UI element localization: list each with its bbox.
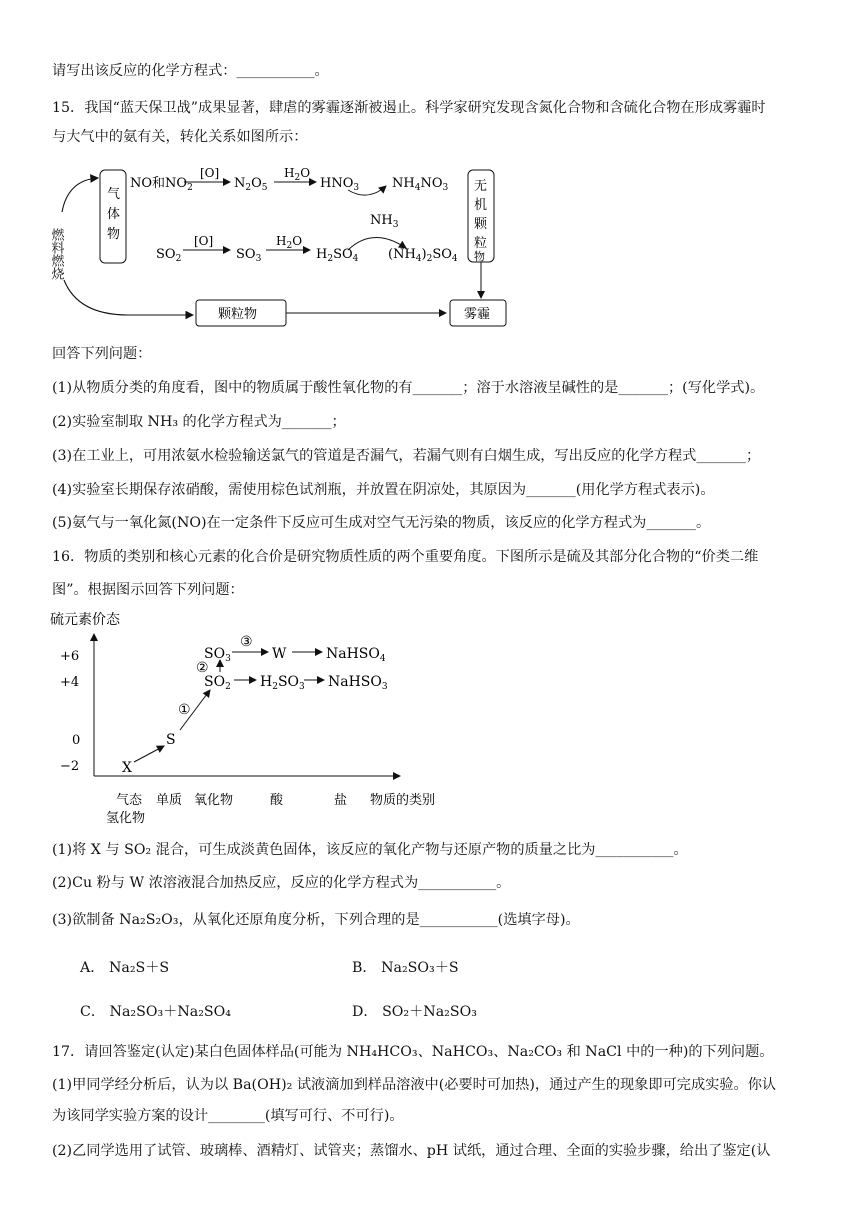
- q17-part2: (2)乙同学选用了试管、玻璃棒、酒精灯、试管夹；蒸馏水、pH 试纸，通过合理、全面的实验步骤，给出了鉴定(认: [52, 1143, 771, 1159]
- svg-text:HNO3: $HNO_3$: [320, 176, 360, 193]
- svg-text:体: 体: [107, 207, 121, 222]
- svg-text:氢化物: 氢化物: [106, 811, 146, 826]
- svg-text:NH4NO3: $NH_4NO_3$: [392, 176, 449, 193]
- q15-part3: (3)在工业上，可用浓氨水检验输送氯气的管道是否漏气，若漏气则有白烟生成，写出反应的化学方程式_______；: [52, 448, 761, 464]
- fuel-burning-label: 燃料燃烧: [48, 228, 64, 280]
- svg-text:物质的类别: 物质的类别: [370, 793, 436, 808]
- answer-prompt: 回答下列问题：: [52, 346, 152, 362]
- svg-text:氧化物: 氧化物: [194, 793, 234, 808]
- svg-text:SO3: $SO_3$: [236, 247, 262, 264]
- nitrogen-sulfur-haze-diagram: [48, 160, 518, 332]
- q16-part2: (2)Cu 粉与 W 浓溶液混合加热反应，反应的化学方程式为___________。: [52, 875, 511, 891]
- svg-text:H2O: $H_2O$: [276, 234, 303, 251]
- question-15-stem: 15．我国“蓝天保卫战”成果显著，肆虐的雾霾逐渐被遏止。科学家研究发现含氮化合物和含硫化合物在形成雾霾时: [52, 100, 766, 116]
- svg-text:粒: 粒: [474, 236, 488, 251]
- svg-text:盐: 盐: [334, 793, 348, 808]
- text-line: 请写出该反应的化学方程式：___________。: [52, 63, 329, 79]
- svg-text:②: ②: [196, 660, 209, 676]
- svg-text:气态: 气态: [116, 793, 143, 808]
- option-d: D． SO₂＋Na₂SO₃: [352, 1004, 477, 1020]
- point-W: W: [272, 646, 287, 662]
- option-c: C． Na₂SO₃＋Na₂SO₄: [80, 1004, 231, 1020]
- svg-text:+6: +6: [60, 649, 80, 664]
- q15-part5: (5)氨气与一氧化氮(NO)在一定条件下反应可生成对空气无污染的物质，该反应的化学方程式为_______。: [52, 515, 711, 531]
- q15-part2: (2)实验室制取 NH₃ 的化学方程式为_______；: [52, 414, 346, 430]
- svg-text:H2O: $H_2O$: [284, 166, 311, 183]
- question-16-stem: 16．物质的类别和核心元素的化合价是研究物质性质的两个重要角度。下图所示是硫及其部分化合物的“价类二维: [52, 549, 759, 565]
- point-X: X: [122, 760, 132, 776]
- svg-text:[O]: [O]: [200, 166, 220, 180]
- svg-text:物: 物: [474, 250, 485, 263]
- q15-part4: (4)实验室长期保存浓硝酸，需使用棕色试剂瓶，并放置在阴凉处，其原因为_______(用化学方程式表示)。: [52, 482, 715, 498]
- svg-text:机: 机: [474, 198, 488, 213]
- svg-text:单质: 单质: [156, 793, 183, 808]
- row1-no-no2: NO和$NO_2$: [130, 176, 193, 193]
- y-axis-title: 硫元素价态: [50, 612, 120, 628]
- point-SO3: $SO_3$: [204, 646, 231, 664]
- point-NaHSO3: NaHSO$_3$: [328, 674, 388, 692]
- q16-part1: (1)将 X 与 SO₂ 混合，可生成淡黄色固体，该反应的氧化产物与还原产物的质量之比为___________。: [52, 842, 688, 858]
- svg-text:NH3: $NH_3$: [370, 213, 399, 230]
- svg-text:(NH4)2SO4: $(NH_4)_2SO_4$: [388, 247, 458, 264]
- svg-text:颗: 颗: [474, 217, 488, 232]
- point-NaHSO4: NaHSO$_4$: [326, 646, 386, 664]
- svg-text:N2O5: $N_2O_5$: [234, 176, 268, 193]
- q17-part1-cont: 为该同学实验方案的设计________(填写可行、不可行)。: [52, 1108, 404, 1124]
- q16-part3: (3)欲制备 Na₂S₂O₃，从氧化还原角度分析，下列合理的是___________(选填字母)。: [52, 912, 580, 928]
- q17-part1: (1)甲同学经分析后，认为以 Ba(OH)₂ 试液滴加到样品溶液中(必要时可加热)，通过产生的现象即可完成实验。你认: [52, 1077, 777, 1093]
- svg-text:雾霾: 雾霾: [464, 307, 491, 322]
- point-S: S: [166, 732, 176, 748]
- svg-text:+4: +4: [60, 675, 80, 690]
- svg-text:气: 气: [107, 187, 121, 202]
- point-SO2: $SO_2$: [204, 674, 231, 692]
- svg-text:③: ③: [240, 634, 253, 650]
- svg-text:酸: 酸: [270, 793, 284, 808]
- sulfur-valence-class-diagram: [50, 606, 470, 828]
- svg-text:−2: −2: [60, 759, 80, 774]
- question-16-stem-cont: 图”。根据图示回答下列问题：: [52, 582, 244, 598]
- question-17-stem: 17．请回答鉴定(认定)某白色固体样品(可能为 NH₄HCO₃、NaHCO₃、Na₂CO₃ 和 NaCl 中的一种)的下列问题。: [52, 1044, 774, 1060]
- point-H2SO3: $H_2SO_3$: [260, 674, 305, 692]
- q15-part1: (1)从物质分类的角度看，图中的物质属于酸性氧化物的有_______；溶于水溶液呈碱性的是_______；(写化学式)。: [52, 380, 765, 396]
- svg-text:①: ①: [178, 702, 191, 718]
- svg-text:[O]: [O]: [194, 234, 214, 248]
- svg-text:无: 无: [474, 179, 488, 194]
- question-15-stem-cont: 与大气中的氨有关，转化关系如图所示：: [52, 129, 308, 145]
- svg-text:颗粒物: 颗粒物: [218, 307, 258, 322]
- svg-text:SO2: $SO_2$: [156, 247, 182, 264]
- option-a: A． Na₂S＋S: [80, 960, 170, 976]
- svg-text:0: 0: [72, 733, 81, 748]
- svg-text:物: 物: [107, 227, 121, 242]
- svg-text:H2SO4: $H_2SO_4$: [316, 247, 359, 264]
- option-b: B． Na₂SO₃＋S: [352, 960, 459, 976]
